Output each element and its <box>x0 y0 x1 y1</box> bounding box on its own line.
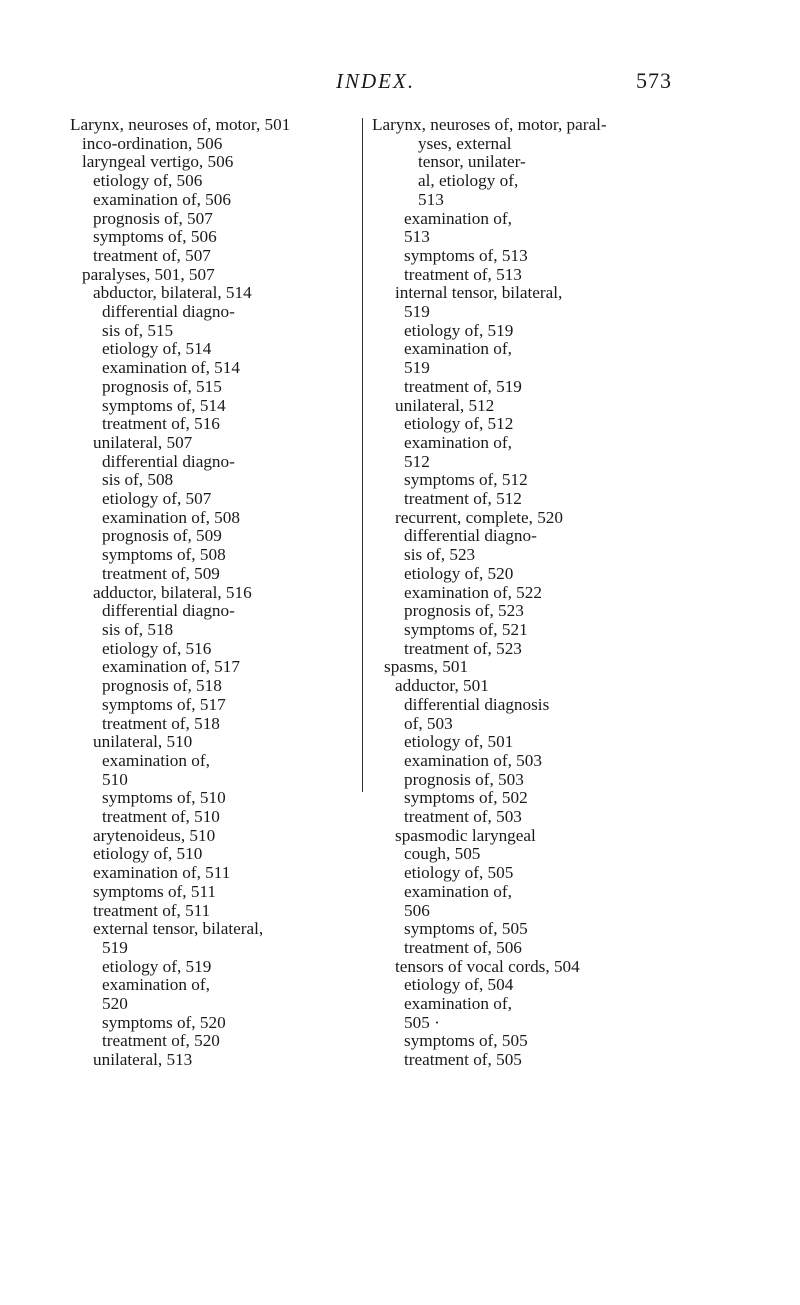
index-entry: etiology of, 505 <box>404 863 514 883</box>
index-column-right <box>372 116 662 1070</box>
index-entry: etiology of, 520 <box>404 563 514 583</box>
index-entry: treatment of, 507 <box>93 245 211 265</box>
index-entry: examination of, <box>404 208 512 228</box>
index-entry: examination of, 517 <box>102 657 240 677</box>
index-entry: 506 <box>404 900 430 920</box>
index-entry: examination of, 506 <box>93 189 231 209</box>
index-entry: symptoms of, 517 <box>102 694 226 714</box>
index-entry: adductor, 501 <box>395 676 489 696</box>
index-entry: Larynx, neuroses of, motor, paral- <box>372 115 607 134</box>
index-entry: examination of, <box>102 750 210 770</box>
index-entry: symptoms of, 505 <box>404 1031 528 1051</box>
index-entry: treatment of, 523 <box>404 638 522 658</box>
index-entry: paralyses, 501, 507 <box>82 264 215 284</box>
index-entry: treatment of, 516 <box>102 414 220 434</box>
index-entry: etiology of, 504 <box>404 975 514 995</box>
index-entry: al, etiology of, <box>418 171 519 191</box>
index-entry: yses, external <box>418 133 512 153</box>
index-entry: differential diagno- <box>102 601 235 621</box>
index-entry: sis of, 515 <box>102 320 174 340</box>
index-entry: treatment of, 505 <box>404 1050 522 1070</box>
index-entry: 513 <box>418 189 444 209</box>
index-entry: abductor, bilateral, 514 <box>93 283 252 303</box>
index-entry: treatment of, 520 <box>102 1031 220 1051</box>
index-entry: etiology of, 506 <box>93 171 203 191</box>
index-entry: symptoms of, 521 <box>404 619 528 639</box>
index-entry: unilateral, 507 <box>93 432 193 452</box>
index-entry: sis of, 508 <box>102 470 174 490</box>
index-entry: symptoms of, 512 <box>404 470 528 490</box>
index-entry: differential diagno- <box>404 526 537 546</box>
index-entry: inco-ordination, 506 <box>82 133 223 153</box>
index-entry: etiology of, 514 <box>102 339 212 359</box>
index-entry: of, 503 <box>404 713 453 733</box>
index-entry: etiology of, 507 <box>102 489 212 509</box>
index-entry: 519 <box>404 358 430 378</box>
index-entry: unilateral, 513 <box>93 1050 193 1070</box>
index-entry: treatment of, 512 <box>404 489 522 509</box>
index-entry: spasmodic laryngeal <box>395 825 536 845</box>
index-entry: differential diagno- <box>102 302 235 322</box>
index-entry: prognosis of, 507 <box>93 208 213 228</box>
page-number: 573 <box>636 68 672 93</box>
index-entry: treatment of, 509 <box>102 563 220 583</box>
index-entry: symptoms of, 508 <box>102 545 226 565</box>
index-entry: adductor, bilateral, 516 <box>93 582 252 602</box>
index-entry: 512 <box>404 451 430 471</box>
index-entry: 520 <box>102 994 128 1014</box>
index-entry: treatment of, 518 <box>102 713 220 733</box>
index-entry: unilateral, 510 <box>93 732 193 752</box>
index-column-left <box>70 116 350 1070</box>
index-entry: Larynx, neuroses of, motor, 501 <box>70 115 291 134</box>
index-entry: examination of, 514 <box>102 358 240 378</box>
index-entry: treatment of, 511 <box>93 900 211 920</box>
index-entry: treatment of, 519 <box>404 376 522 396</box>
index-entry: symptoms of, 506 <box>93 227 217 247</box>
index-entry: examination of, 511 <box>93 863 231 883</box>
index-entry: treatment of, 510 <box>102 807 220 827</box>
index-entry: differential diagno- <box>102 451 235 471</box>
index-entry: examination of, <box>404 432 512 452</box>
index-entry: symptoms of, 514 <box>102 395 226 415</box>
index-entry: external tensor, bilateral, <box>93 919 264 939</box>
index-entry: prognosis of, 503 <box>404 769 524 789</box>
index-entry: symptoms of, 511 <box>93 881 217 901</box>
index-entry: symptoms of, 505 <box>404 919 528 939</box>
index-entry: 519 <box>404 302 430 322</box>
index-entry: tensors of vocal cords, 504 <box>395 956 580 976</box>
index-entry: examination of, <box>102 975 210 995</box>
index-entry: 510 <box>102 769 128 789</box>
running-head <box>0 66 800 96</box>
index-entry: symptoms of, 513 <box>404 245 528 265</box>
index-entry: tensor, unilater- <box>418 152 526 172</box>
column-divider <box>362 118 363 792</box>
index-entry: etiology of, 512 <box>404 414 514 434</box>
index-entry: examination of, <box>404 881 512 901</box>
index-entry: examination of, <box>404 339 512 359</box>
index-entry: sis of, 523 <box>404 545 476 565</box>
index-entry: sis of, 518 <box>102 619 174 639</box>
index-entry: symptoms of, 520 <box>102 1012 226 1032</box>
index-entry: treatment of, 503 <box>404 807 522 827</box>
index-entry: prognosis of, 518 <box>102 676 222 696</box>
index-entry: examination of, 503 <box>404 750 542 770</box>
index-entry: arytenoideus, 510 <box>93 825 216 845</box>
index-entry: cough, 505 <box>404 844 481 864</box>
index-entry: differential diagnosis <box>404 694 550 714</box>
running-title: INDEX. <box>336 69 416 93</box>
index-entry: 505 · <box>404 1012 440 1032</box>
index-entry: 519 <box>102 937 128 957</box>
index-entry: etiology of, 510 <box>93 844 203 864</box>
index-entry: prognosis of, 515 <box>102 376 222 396</box>
index-entry: prognosis of, 509 <box>102 526 222 546</box>
index-entry: etiology of, 519 <box>102 956 212 976</box>
index-entry: etiology of, 516 <box>102 638 212 658</box>
index-entry: examination of, <box>404 994 512 1014</box>
index-entry: treatment of, 513 <box>404 264 522 284</box>
index-entry: symptoms of, 502 <box>404 788 528 808</box>
index-entry: 513 <box>404 227 430 247</box>
index-entry: recurrent, complete, 520 <box>395 507 563 527</box>
index-entry: examination of, 508 <box>102 507 240 527</box>
index-entry: laryngeal vertigo, 506 <box>82 152 234 172</box>
index-entry: internal tensor, bilateral, <box>395 283 563 303</box>
index-entry: etiology of, 501 <box>404 732 514 752</box>
index-entry: spasms, 501 <box>384 657 469 677</box>
index-entry: prognosis of, 523 <box>404 601 524 621</box>
index-entry: symptoms of, 510 <box>102 788 226 808</box>
index-entry: unilateral, 512 <box>395 395 495 415</box>
index-entry: examination of, 522 <box>404 582 542 602</box>
index-entry: etiology of, 519 <box>404 320 514 340</box>
index-entry: treatment of, 506 <box>404 937 522 957</box>
